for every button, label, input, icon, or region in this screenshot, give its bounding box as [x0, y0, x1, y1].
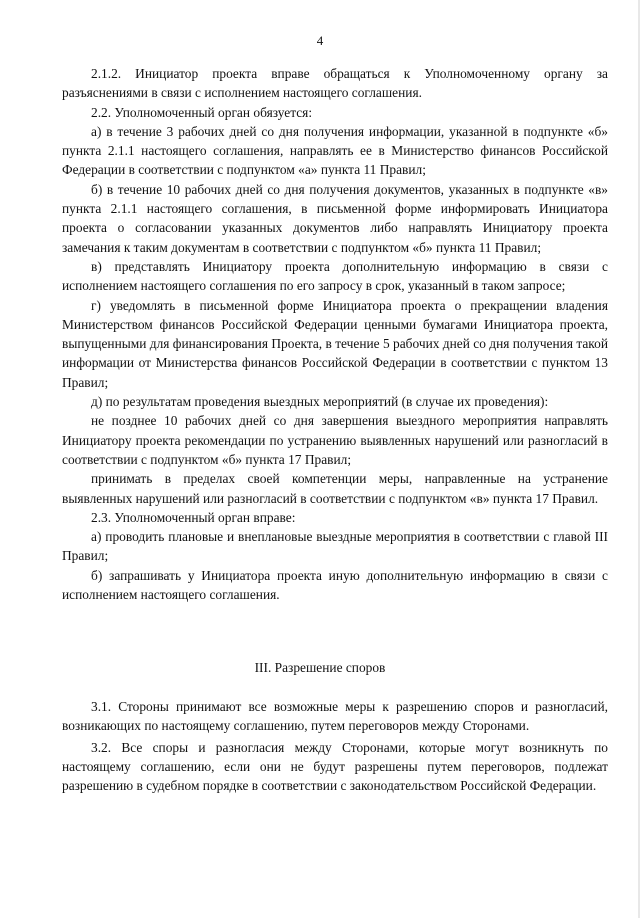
paragraph-2-2-g: г) уведомлять в письменной форме Инициатора проекта о прекращении владения Министерством финансов Российской Федерации ценными бумагами Инициатора проекта, выпущенными для финансирования Проекта, в течение 5 рабочих дней со дня получения такой информации от Министерства финансов Российской Федерации в соответствии с пунктом 13 Правил; — [62, 297, 608, 390]
paragraph-2-2-a: а) в течение 3 рабочих дней со дня получения информации, указанной в подпункте «б» пункта 2.1.1 настоящего соглашения, направлять ее в Министерство финансов Российской Федерации в соответствии с подпунктом «а» пункта 11 Правил; — [62, 123, 608, 178]
paragraph-3-1: 3.1. Стороны принимают все возможные меры к разрешению споров и разногласий, возникающих по настоящему соглашению, путем переговоров между Сторонами. — [62, 699, 608, 734]
paragraph-3-2: 3.2. Все споры и разногласия между Сторонами, которые могут возникнуть по настоящему соглашению, если они не будут разрешены путем переговоров, подлежат разрешению в судебном порядке в соответствии с законодательством Российской Федерации. — [62, 739, 608, 794]
paragraph-2-2-d: д) по результатам проведения выездных мероприятий (в случае их проведения): — [91, 394, 549, 410]
paragraph-2-2: 2.2. Уполномоченный орган обязуется: — [91, 104, 313, 120]
paragraph-2-2-v: в) представлять Инициатору проекта дополнительную информацию в связи с исполнением настоящего соглашения по его запросу в срок, указанный в таком запросе; — [62, 258, 608, 294]
section-3-body — [62, 697, 608, 795]
page-number: 4 — [316, 33, 324, 48]
paragraph-2-2-b: б) в течение 10 рабочих дней со дня получения документов, указанных в подпункте «в» пункта 2.1.1 настоящего соглашения, в письменной форме информировать Инициатора проекта о согласовании указанных документов либо направлять Инициатору проекта замечания к таким документам в соответствии с подпунктом «б» пункта 11 Правил; — [62, 181, 608, 255]
paragraph-2-3-b: б) запрашивать у Инициатора проекта иную дополнительную информацию в связи с исполнением настоящего соглашения. — [62, 567, 608, 603]
paragraph-2-2-d-2: принимать в пределах своей компетенции меры, направленные на устранение выявленных нарушений или разногласий в соответствии с подпунктом «в» пункта 17 Правил. — [62, 471, 608, 506]
paragraph-2-3: 2.3. Уполномоченный орган вправе: — [91, 509, 296, 525]
paragraph-2-1-2: 2.1.2. Инициатор проекта вправе обращаться к Уполномоченному органу за разъяснениями в связи с исполнением настоящего соглашения. — [62, 66, 608, 101]
section-2-body — [62, 64, 608, 604]
paragraph-2-3-a: а) проводить плановые и внеплановые выездные мероприятия в соответствии с главой III Правил; — [62, 529, 608, 564]
section-3-heading: III. Разрешение споров — [254, 660, 386, 675]
paragraph-2-2-d-1: не позднее 10 рабочих дней со дня завершения выездного мероприятия направлять Инициатору проекта рекомендации по устранению выявленных нарушений или разногласий в соответствии с подпунктом «б» пункта 17 Правил; — [62, 413, 608, 467]
